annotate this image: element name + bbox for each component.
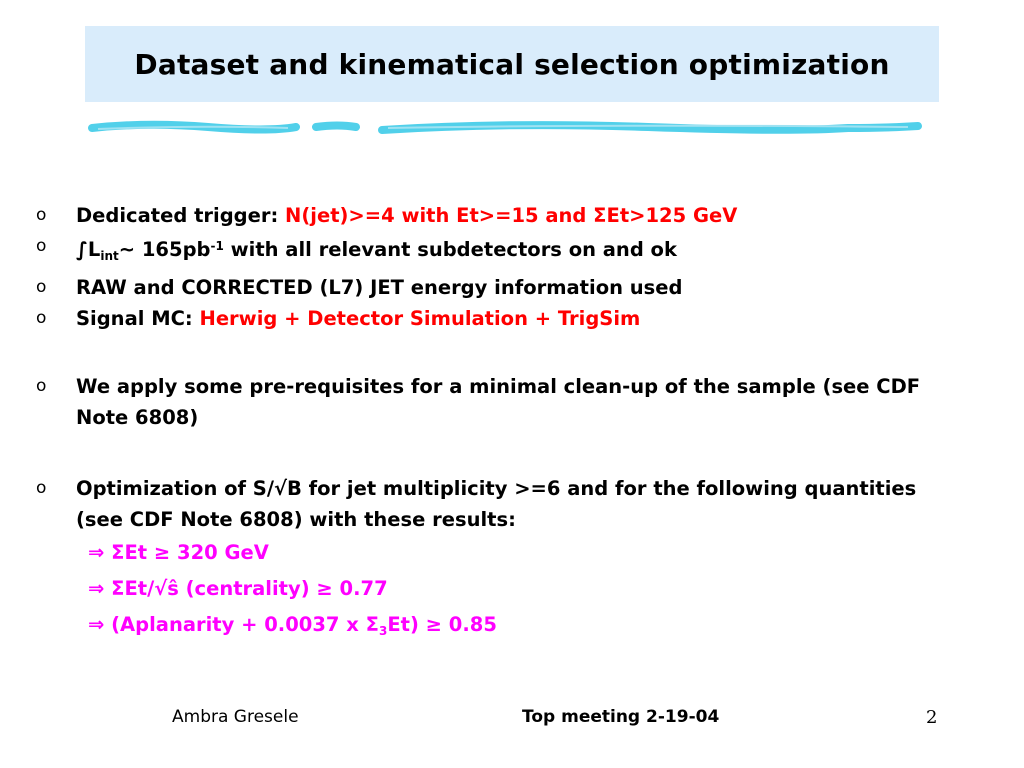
bullet-marker: o xyxy=(36,478,47,498)
result-item xyxy=(36,607,936,649)
list-item xyxy=(36,371,936,433)
list-item xyxy=(36,303,936,334)
implies-arrow-icon: ⇒ xyxy=(88,541,105,564)
luminosity-value: ~ 165pb xyxy=(118,238,211,261)
list-item xyxy=(36,272,936,303)
list-item xyxy=(36,473,936,535)
list-item xyxy=(36,200,936,231)
bullet-text: Signal MC: xyxy=(76,307,200,330)
bullet-text: Optimization of S/√B for jet multiplicity >=6 and for the following quantities (see CDF Note 6808) with these results: xyxy=(76,477,917,531)
result-item xyxy=(36,571,936,607)
bullet-marker: o xyxy=(36,277,47,297)
slide-title: Dataset and kinematical selection optimization xyxy=(134,47,890,81)
bullet-text: Dedicated trigger: xyxy=(76,204,286,227)
result-text: (Aplanarity + 0.0037 x Σ xyxy=(111,613,379,636)
signal-mc-highlight: Herwig + Detector Simulation + TrigSim xyxy=(199,307,641,330)
bullet-text: RAW and CORRECTED (L7) JET energy information used xyxy=(76,276,683,299)
bullet-marker: o xyxy=(36,376,47,396)
implies-arrow-icon: ⇒ xyxy=(88,577,105,600)
result-text-end: Et) ≥ 0.85 xyxy=(387,613,497,636)
implies-arrow-icon: ⇒ xyxy=(88,613,105,636)
luminosity-subscript: int xyxy=(100,249,119,263)
bullet-marker: o xyxy=(36,308,47,328)
luminosity-symbol: ∫L xyxy=(76,238,101,261)
decorative-divider xyxy=(88,116,926,140)
result-text: ΣEt ≥ 320 GeV xyxy=(111,541,269,564)
luminosity-unit-exponent: -1 xyxy=(210,239,224,253)
footer-meeting: Top meeting 2-19-04 xyxy=(522,707,720,727)
result-item xyxy=(36,535,936,571)
bullet-marker: o xyxy=(36,236,47,256)
page-number: 2 xyxy=(926,707,938,728)
bullet-text: with all relevant subdetectors on and ok xyxy=(223,238,677,261)
title-banner xyxy=(85,26,939,102)
result-subscript: 3 xyxy=(378,624,388,638)
slide-body xyxy=(36,200,936,649)
result-text: ΣEt/√ŝ (centrality) ≥ 0.77 xyxy=(111,577,388,600)
trigger-highlight: N(jet)>=4 with Et>=15 and ΣEt>125 GeV xyxy=(285,204,738,227)
list-item xyxy=(36,231,936,272)
bullet-text: We apply some pre-requisites for a minimal clean-up of the sample (see CDF Note 6808) xyxy=(76,375,921,429)
footer-author: Ambra Gresele xyxy=(172,707,299,727)
bullet-marker: o xyxy=(36,205,47,225)
